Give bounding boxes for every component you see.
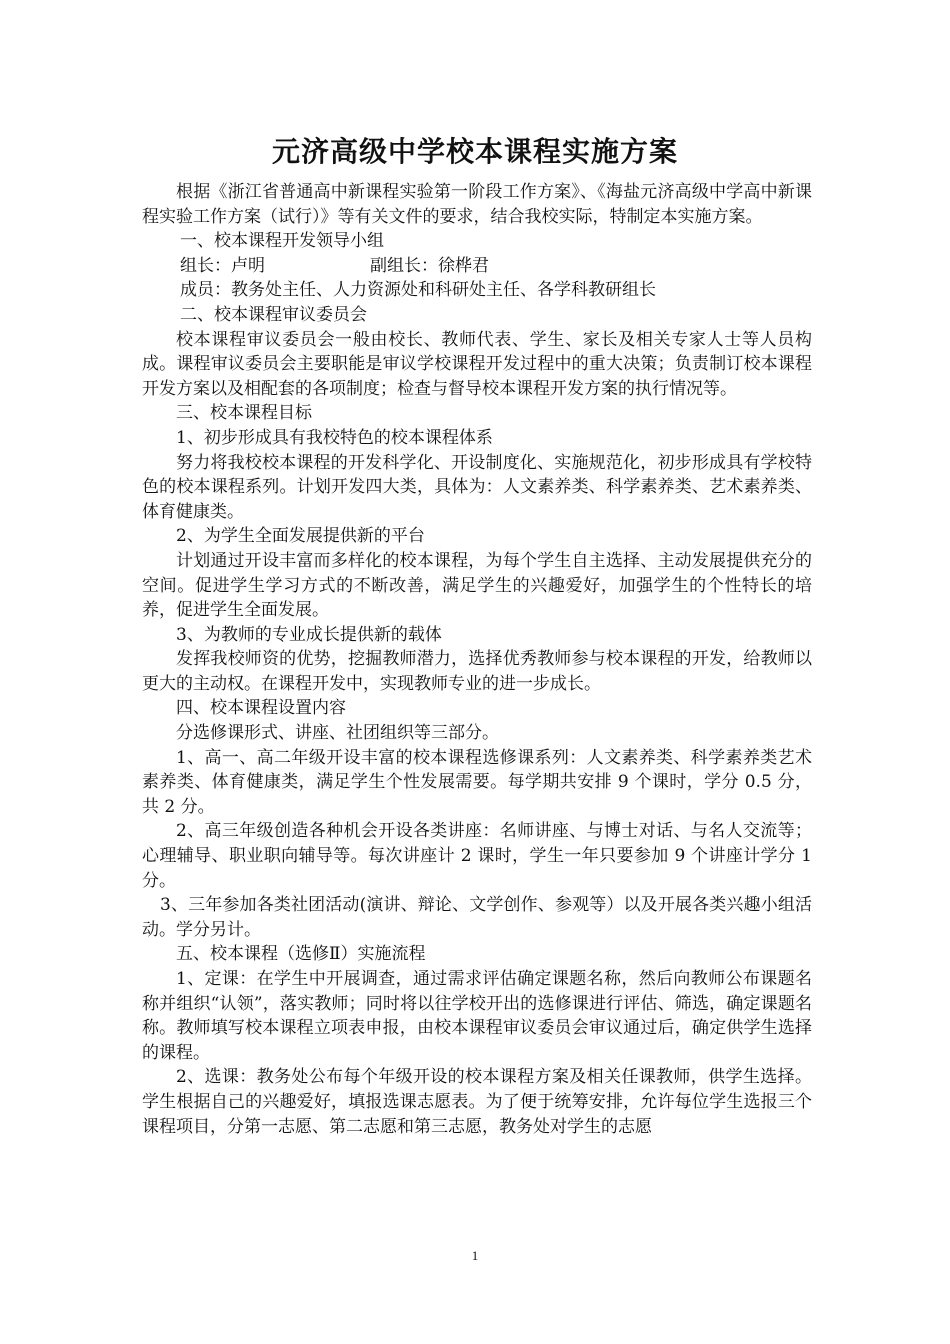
vice-leader-text: 副组长：徐桦君 (370, 255, 489, 276)
members-text: 成员：教务处主任、人力资源处和科研处主任、各学科教研组长 (180, 280, 656, 301)
goal-1-paragraph: 努力将我校校本课程的开发科学化、开设制度化、实施规范化，初步形成具有学校特色的校本课程系列。计划开发四大类，具体为：人文素养类、科学素养类、艺术素养类、体育健康类。 (142, 452, 812, 522)
section-4-heading: 四、校本课程设置内容 (176, 698, 346, 719)
goal-3-paragraph: 发挥我校师资的优势，挖掘教师潜力，选择优秀教师参与校本课程的开发，给教师以更大的主动权。在课程开发中，实现教师专业的进一步成长。 (142, 649, 812, 694)
intro-paragraph: 根据《浙江省普通高中新课程实验第一阶段工作方案》、《海盐元济高级中学高中新课程实验工作方案（试行）》等有关文件的要求，结合我校实际，特制定本实施方案。 (142, 182, 812, 227)
section-5-item-1: 1、定课：在学生中开展调查，通过需求评估确定课题名称，然后向教师公布课题名称并组织“认领”，落实教师；同时将以往学校开出的选修课进行评估、筛选，确定课题名称。教师填写校本课程立项表申报，由校本课程审议委员会审议通过后，确定供学生选择的课程。 (142, 969, 812, 1063)
section-2-paragraph: 校本课程审议委员会一般由校长、教师代表、学生、家长及相关专家人士等人员构成。课程审议委员会主要职能是审议学校课程开发过程中的重大决策；负责制订校本课程开发方案以及相配套的各项制度；检查与督导校本课程开发方案的执行情况等。 (142, 329, 812, 399)
section-5-item-2: 2、选课：教务处公布每个年级开设的校本课程方案及相关任课教师，供学生选择。学生根据自己的兴趣爱好，填报选课志愿表。为了便于统筹安排，允许每位学生选报三个课程项目，分第一志愿、第二志愿和第三志愿，教务处对学生的志愿 (142, 1067, 812, 1137)
goal-2-title: 2、为学生全面发展提供新的平台 (176, 526, 425, 547)
goal-2-paragraph: 计划通过开设丰富而多样化的校本课程，为每个学生自主选择、主动发展提供充分的空间。促进学生学习方式的不断改善，满足学生的兴趣爱好，加强学生的个性特长的培养，促进学生全面发展。 (142, 550, 812, 621)
section-4-item-1: 1、高一、高二年级开设丰富的校本课程选修课系列：人文素养类、科学素养类艺术素养类、体育健康类，满足学生个性发展需要。每学期共安排 9 个课时，学分 0.5 分，共 2 分。 (142, 747, 812, 817)
goal-1-title: 1、初步形成具有我校特色的校本课程体系 (176, 427, 493, 448)
document-body (142, 180, 812, 1139)
section-3-heading: 三、校本课程目标 (176, 403, 312, 424)
leader-text: 组长：卢明 (180, 255, 265, 276)
page-number: 1 (471, 1248, 479, 1263)
leader-row (142, 254, 812, 279)
section-4-item-2: 2、高三年级创造各种机会开设各类讲座：名师讲座、与博士对话、与名人交流等；心理辅导、职业职向辅导等。每次讲座计 2 课时，学生一年只要参加 9 个讲座计学分 1 分。 (142, 821, 812, 891)
goal-3-title: 3、为教师的专业成长提供新的载体 (176, 624, 442, 645)
document-title: 元济高级中学校本课程实施方案 (271, 135, 678, 168)
section-4-intro: 分选修课形式、讲座、社团组织等三部分。 (176, 723, 499, 744)
section-5-heading: 五、校本课程（选修Ⅱ）实施流程 (176, 944, 426, 965)
section-2-heading: 二、校本课程审议委员会 (180, 304, 367, 325)
section-4-item-3: 3、三年参加各类社团活动(演讲、辩论、文学创作、参观等）以及开展各类兴趣小组活动。学分另计。 (142, 895, 812, 940)
section-1-heading: 一、校本课程开发领导小组 (180, 231, 384, 252)
